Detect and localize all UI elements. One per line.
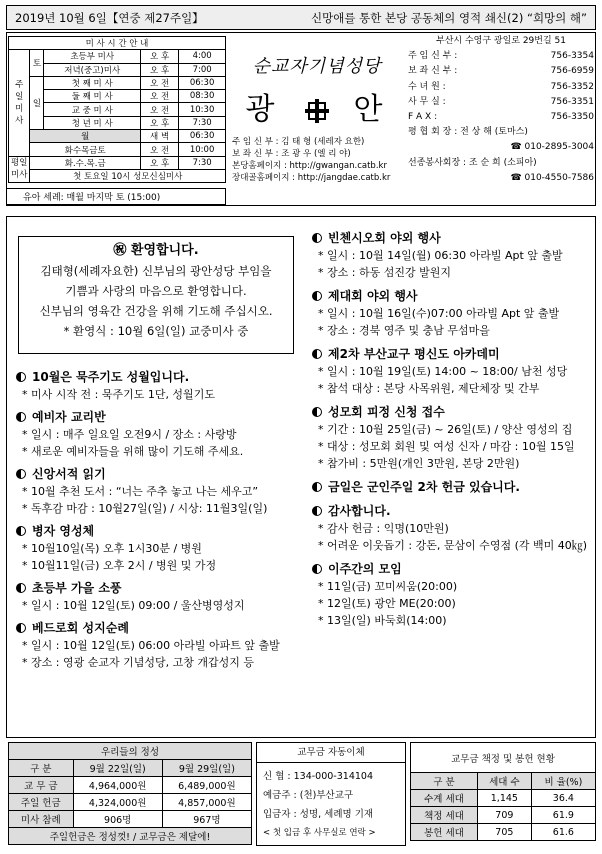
contact-label: F A X : (408, 112, 438, 123)
section-title (312, 502, 592, 520)
mass-schedule-header: 미 사 시 간 안 내 (9, 37, 226, 50)
mass-name: 교 중 미 사 (44, 103, 141, 116)
transfer-line: < 첫 입금 후 사무실로 연락 > (263, 828, 376, 838)
section-item: * 일시 : 10월 16일(수)07:00 아라빌 Apt 앞 출발 (318, 307, 560, 320)
bullet-icon (16, 412, 26, 422)
section-item: * 일시 : 10월 19일(토) 14:00 ~ 18:00/ 남천 성당 (318, 365, 568, 378)
mass-time: 10:00 (179, 143, 226, 156)
section-title (312, 287, 592, 305)
section-item: * 참석 대상 : 본당 사목위원, 제단체장 및 간부 (318, 382, 540, 395)
church-title-left: 광 (245, 92, 281, 127)
section-title (312, 403, 592, 421)
mass-ampm: 오 전 (140, 90, 178, 103)
contact-number: 756-6959 (550, 66, 594, 77)
assistant-label: 보 좌 신 부 : (232, 149, 279, 159)
mass-name: 화수목금토 (30, 143, 141, 156)
section-title (16, 522, 304, 540)
jangdae-homepage-link[interactable]: 장대골홈페이지 : http://jangdae.catb.kr (232, 173, 391, 183)
section-item: * 12일(토) 광안 ME(20:00) (318, 597, 456, 610)
bullet-icon (16, 469, 26, 479)
announcement-section (312, 345, 592, 397)
church-name: 순교자기념성당 (252, 56, 382, 77)
parish-homepage-link[interactable]: 본당홈페이지 : http://gwangan.catb.kr (232, 161, 387, 171)
mass-name: 저녁(중고)미사 (44, 63, 141, 76)
announcement-section (16, 522, 304, 574)
section-item: * 독후감 마감 : 10월27일(일) / 시상: 11월3일(일) (22, 502, 268, 515)
section-item: * 10월 추천 도서 : “너는 주추 놓고 나는 세우고” (22, 485, 259, 498)
mass-ampm: 오 전 (140, 76, 178, 89)
status-value: 709 (477, 807, 531, 824)
status-label: 책정 세대 (411, 807, 478, 824)
mass-ampm: 오 전 (140, 103, 178, 116)
status-table (410, 742, 596, 841)
mass-time: 7:00 (179, 63, 226, 76)
section-title-text: 빈첸시오회 야외 행사 (328, 231, 441, 245)
bullet-icon (312, 506, 322, 516)
offering-value: 4,964,000원 (73, 777, 162, 794)
announcement-section (16, 408, 304, 460)
contact-row (408, 110, 594, 125)
section-title-text: 이주간의 모임 (328, 562, 402, 576)
mass-ampm: 오 후 (140, 63, 178, 76)
bullet-icon (312, 564, 322, 574)
mass-ampm: 새 벽 (140, 130, 178, 143)
contact-number: 756-3351 (550, 96, 594, 107)
assistant-line (232, 148, 406, 160)
section-title-text: 신앙서적 읽기 (32, 467, 106, 481)
welcome-title-text: 환영합니다. (130, 243, 199, 258)
announcement-section (312, 478, 592, 496)
celebration-icon: ㊗ (113, 243, 127, 258)
sunday-mass-label: 주 일 미 사 (9, 50, 30, 156)
section-title (312, 229, 592, 247)
status-value: 61.9 (531, 807, 595, 824)
announcement-section (16, 465, 304, 517)
mass-time: 10:30 (179, 103, 226, 116)
mass-ampm: 오 전 (140, 143, 178, 156)
contact-number: 756-3352 (550, 81, 594, 92)
council-chair: 평 협 회 장 : 전 상 해 (토마스) (408, 127, 528, 138)
contact-label: 수 녀 원 : (408, 81, 446, 92)
bullet-icon (312, 291, 322, 301)
section-title-text: 10월은 묵주기도 성월입니다. (32, 370, 190, 384)
pastor-name: 김 태 형 (세레자 요한) (281, 137, 365, 147)
section-title (16, 408, 304, 426)
mass-schedule-table (8, 36, 226, 183)
announcement-section (312, 560, 592, 629)
status-header: 비 율(%) (531, 773, 595, 790)
contact-row (408, 95, 594, 110)
mass-time: 7:30 (179, 116, 226, 129)
offering-value: 906명 (73, 811, 162, 828)
section-item: * 장소 : 영광 순교자 기념성당, 고창 개갑성지 등 (22, 656, 254, 669)
weekday-mass-label: 평일 미사 (9, 156, 30, 183)
section-item: * 어려운 이웃돕기 : 강돈, 문삼이 수영점 (각 백미 40㎏) (318, 539, 588, 552)
section-item: * 11일(금) 꼬미씨움(20:00) (318, 580, 458, 593)
transfer-line: 신 협 : 134-000-314104 (263, 771, 374, 782)
mass-name: 초등부 미사 (44, 50, 141, 63)
saturday-label: 토 (30, 50, 44, 77)
contact-label: 사 무 실 : (408, 96, 446, 107)
offering-header: 9월 22일(일) (73, 760, 162, 777)
bullet-icon (312, 482, 322, 492)
offering-value: 6,489,000원 (162, 777, 251, 794)
transfer-line: 예금주 : (천)부산교구 (263, 790, 354, 801)
header-bar (6, 5, 596, 30)
status-value: 61.6 (531, 824, 595, 841)
offering-label: 주일 헌금 (9, 794, 74, 811)
mass-time: 7:30 (179, 156, 226, 169)
auto-transfer-title: 교무금 자동이체 (257, 743, 405, 763)
section-title-text: 제대회 야외 행사 (328, 289, 418, 303)
announcement-section (16, 579, 304, 614)
section-title-text: 초등부 가을 소풍 (32, 581, 122, 595)
status-value: 1,145 (477, 790, 531, 807)
status-header: 세대 수 (477, 773, 531, 790)
status-header: 구 분 (411, 773, 478, 790)
date-label: 2019년 10월 6일【연중 제27주일】 (15, 10, 204, 25)
section-item: * 13일(일) 바둑회(14:00) (318, 614, 447, 627)
welcome-line: 기쁨과 사랑의 마음으로 환영합니다. (65, 284, 247, 298)
church-title (228, 84, 406, 128)
mass-time: 4:00 (179, 50, 226, 63)
section-item: * 감사 헌금 : 익명(10만원) (318, 522, 449, 535)
mass-name: 청 년 미 사 (44, 116, 141, 129)
left-announcements (16, 368, 304, 676)
baptism-note: 유아 세례: 매월 마지막 토 (15:00) (6, 188, 226, 205)
offering-title: 우리들의 정성 (9, 743, 252, 760)
section-item: * 새로운 예비자들을 위해 많이 기도해 주세요. (22, 445, 244, 458)
bullet-icon (312, 407, 322, 417)
mass-ampm: 오 후 (140, 116, 178, 129)
status-value: 36.4 (531, 790, 595, 807)
section-item: * 장소 : 경북 영주 및 충남 무섬마을 (318, 324, 490, 337)
announcement-section (312, 229, 592, 281)
welcome-line: 김태형(세례자요한) 신부님의 광안성당 부임을 (40, 264, 272, 278)
sunday-label: 일 (30, 76, 44, 129)
mass-name: 화.수.목.금 (30, 156, 141, 169)
announcement-section (16, 619, 304, 671)
section-title (16, 619, 304, 637)
section-item: * 일시 : 매주 일요일 오전9시 / 장소 : 사랑방 (22, 428, 237, 441)
welcome-line: * 환영식 : 10월 6일(일) 교중미사 중 (63, 324, 249, 338)
section-item: * 참가비 : 5만원(개인 3만원, 본당 2만원) (318, 457, 520, 470)
offering-header: 9월 29일(일) (162, 760, 251, 777)
pastor-line (232, 136, 406, 148)
bullet-icon (16, 583, 26, 593)
transfer-line: 입금자 : 성명, 세례명 기재 (263, 809, 374, 820)
service-chair: 선종봉사회장 : 조 순 희 (소피아) (408, 157, 537, 168)
mass-ampm: 오 후 (140, 156, 178, 169)
service-chair-phone: ☎ 010-4550-7586 (510, 172, 594, 183)
section-title-text: 예비자 교리반 (32, 410, 106, 424)
welcome-title (19, 241, 293, 261)
section-title-text: 병자 영성체 (32, 524, 95, 538)
section-item: * 일시 : 10월 14일(월) 06:30 아라빌 Apt 앞 출발 (318, 249, 563, 262)
section-item: * 대상 : 성모회 회원 및 여성 신자 / 마감 : 10월 15일 (318, 440, 575, 453)
section-item: * 일시 : 10월 12일(토) 09:00 / 울산병영성지 (22, 599, 245, 612)
offering-note: 주일헌금은 정성껏! / 교무금은 제달에! (9, 828, 252, 845)
mass-time: 06:30 (179, 76, 226, 89)
church-logo-area (228, 34, 406, 204)
bullet-icon (312, 349, 322, 359)
bullet-icon (16, 372, 26, 382)
right-announcements (312, 229, 592, 635)
offering-header: 구 분 (9, 760, 74, 777)
section-title-text: 금일은 군인주일 2차 헌금 있습니다. (328, 480, 520, 494)
section-item: * 미사 시작 전 : 묵주기도 1단, 성월기도 (22, 388, 215, 401)
section-title (16, 368, 304, 386)
section-item: * 일시 : 10월 12일(토) 06:00 아라빌 아파트 앞 출발 (22, 639, 280, 652)
contact-row (408, 80, 594, 95)
pastor-label: 주 임 신 부 : (232, 137, 279, 147)
offering-value: 4,857,000원 (162, 794, 251, 811)
status-title: 교무금 책정 및 봉헌 현황 (411, 743, 596, 773)
section-title-text: 제2차 부산교구 평신도 아카데미 (328, 347, 500, 361)
section-title (16, 465, 304, 483)
section-title-text: 베드로회 성지순례 (32, 621, 129, 635)
bullet-icon (16, 526, 26, 536)
church-title-right: 안 (353, 92, 389, 127)
section-title (16, 579, 304, 597)
assistant-name: 조 광 우 (엘 리 야) (281, 149, 351, 159)
section-title (312, 345, 592, 363)
announcement-section (16, 368, 304, 403)
status-label: 봉헌 세대 (411, 824, 478, 841)
status-value: 705 (477, 824, 531, 841)
mass-time: 06:30 (179, 130, 226, 143)
section-title (312, 560, 592, 578)
section-title (312, 478, 592, 496)
contact-row (408, 49, 594, 64)
contact-label: 주 임 신 부 : (408, 51, 458, 62)
council-chair-phone: ☎ 010-2895-3004 (510, 142, 594, 153)
welcome-line: 신부님의 영육간 건강을 위해 기도해 주십시오. (39, 304, 273, 318)
section-item: * 기간 : 10월 25일(금) ~ 26일(토) / 양산 영성의 집 (318, 423, 573, 436)
mass-name: 둘 째 미 사 (44, 90, 141, 103)
church-cross-icon (304, 98, 330, 124)
offering-value: 967명 (162, 811, 251, 828)
first-saturday-mass: 첫 토요일 10시 성모신심미사 (30, 169, 226, 182)
section-title-text: 성모회 피정 신청 접수 (328, 405, 445, 419)
offering-label: 교 무 금 (9, 777, 74, 794)
theme-label: 신망애를 통한 본당 공동체의 영적 쇄신(2) “희망의 해” (311, 10, 587, 25)
announcement-section (312, 287, 592, 339)
mass-name: 첫 째 미 사 (44, 76, 141, 89)
section-title-text: 감사합니다. (328, 504, 391, 518)
welcome-box (18, 236, 294, 354)
address: 부산시 수영구 광일로 29번길 51 (436, 36, 566, 46)
auto-transfer-box (256, 742, 406, 846)
section-item: * 10월10일(목) 오후 1시30분 / 병원 (22, 542, 202, 555)
section-item: * 장소 : 하동 섬진강 발원지 (318, 266, 451, 279)
announcement-section (312, 502, 592, 554)
contact-label: 보 좌 신 부 : (408, 66, 458, 77)
status-label: 수계 세대 (411, 790, 478, 807)
section-item: * 10월11일(금) 오후 2시 / 병원 및 가정 (22, 559, 217, 572)
announcement-section (312, 403, 592, 472)
mass-time: 08:30 (179, 90, 226, 103)
bullet-icon (312, 233, 322, 243)
contact-row (408, 64, 594, 79)
weekday-monday: 월 (30, 130, 141, 143)
contact-info (408, 34, 594, 186)
offering-table (8, 742, 252, 845)
bullet-icon (16, 623, 26, 633)
contact-number: 756-3350 (550, 112, 594, 123)
contact-number: 756-3354 (550, 51, 594, 62)
offering-value: 4,324,000원 (73, 794, 162, 811)
offering-label: 미사 참례 (9, 811, 74, 828)
mass-ampm: 오 후 (140, 50, 178, 63)
